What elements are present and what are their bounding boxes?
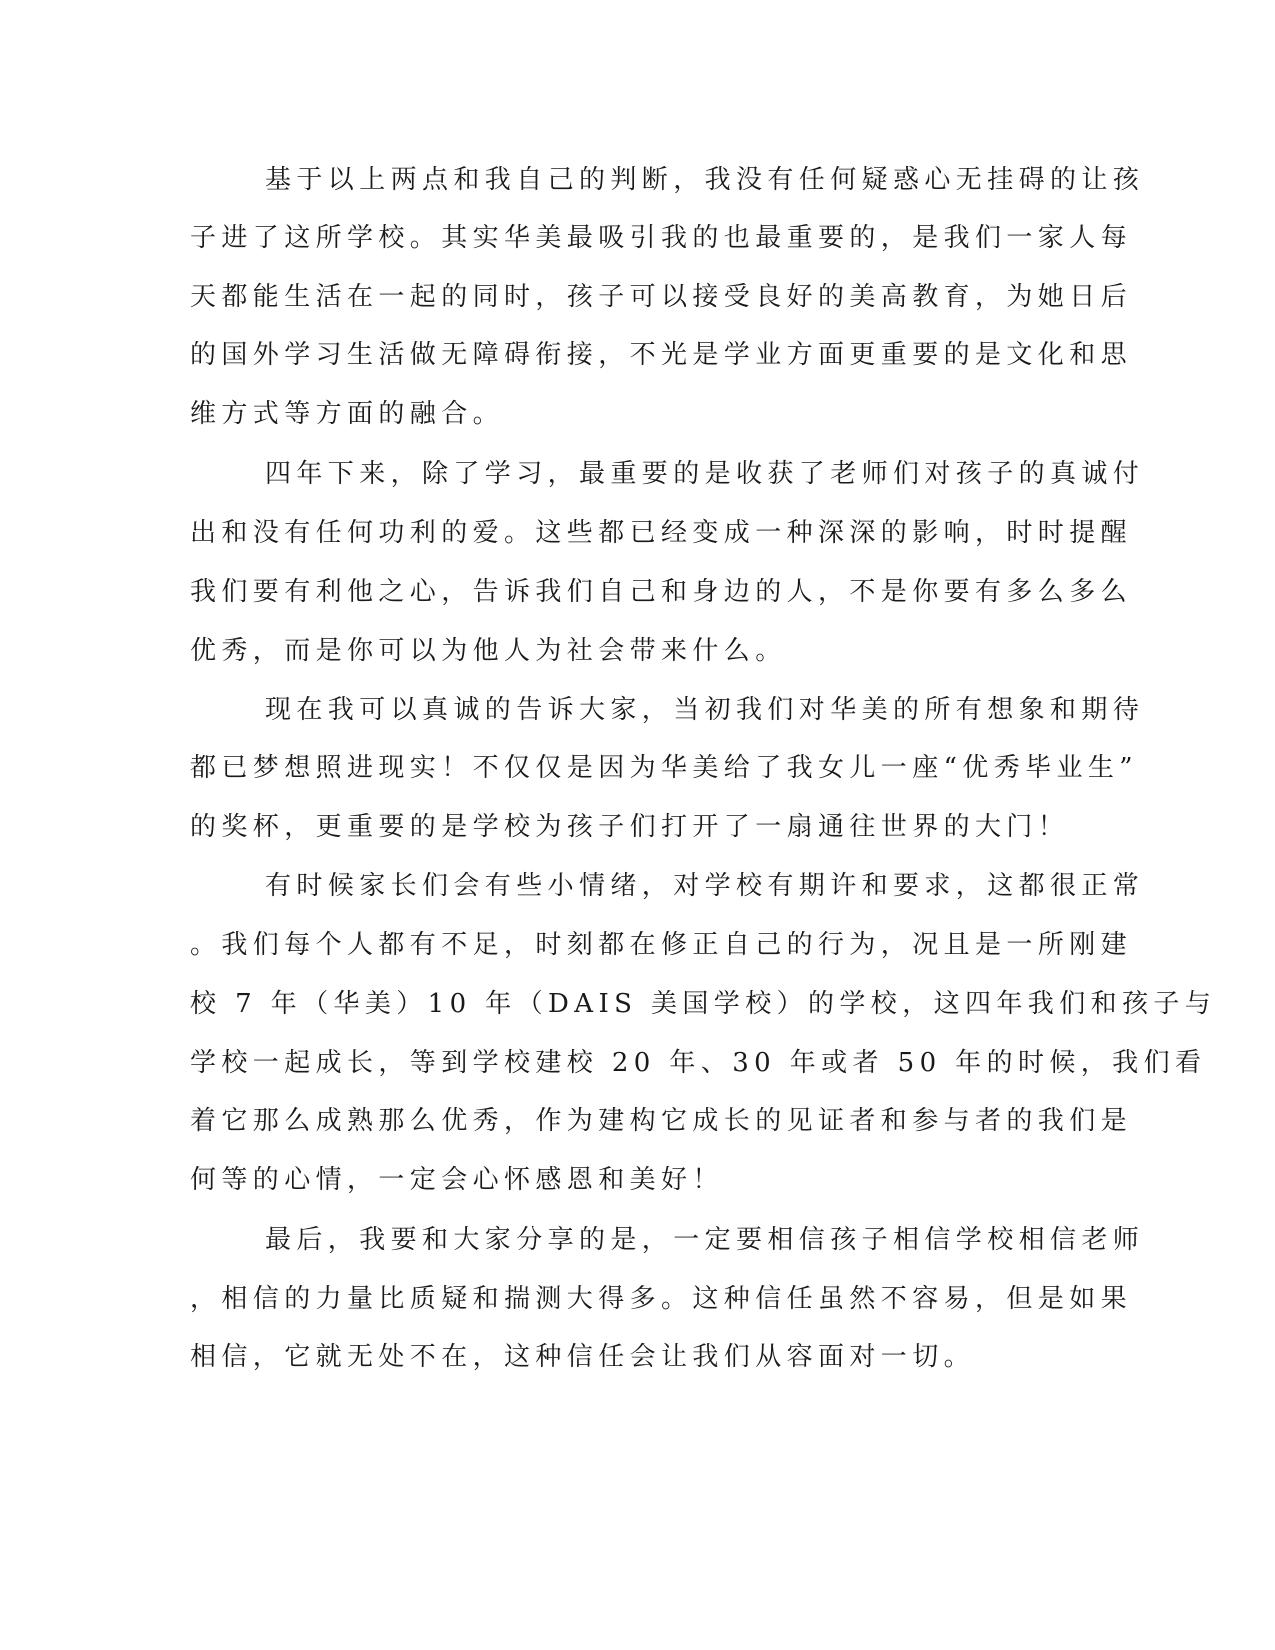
paragraph-1-line-5: 维方式等方面的融合。 [190, 399, 505, 429]
paragraph-2-line-3: 我们要有利他之心，告诉我们自己和身边的人，不是你要有多么多么 [190, 577, 1133, 607]
paragraph-3-line-1: 现在我可以真诚的告诉大家，当初我们对华美的所有想象和期待 [265, 695, 1145, 725]
paragraph-5-line-2: ，相信的力量比质疑和揣测大得多。这种信任虽然不容易，但是如果 [190, 1284, 1133, 1314]
paragraph-1-line-4: 的国外学习生活做无障碍衔接，不光是学业方面更重要的是文化和思 [190, 340, 1133, 370]
paragraph-4-line-2: 。我们每个人都有不足，时刻都在修正自己的行为，况且是一所刚建 [190, 930, 1133, 960]
paragraph-4-line-5: 着它那么成熟那么优秀，作为建构它成长的见证者和参与者的我们是 [190, 1106, 1133, 1136]
paragraph-4-line-4: 学校一起成长，等到学校建校 20 年、30 年或者 50 年的时候，我们看 [190, 1048, 1207, 1078]
paragraph-2-line-1: 四年下来，除了学习，最重要的是收获了老师们对孩子的真诚付 [265, 459, 1145, 489]
paragraph-1-line-3: 天都能生活在一起的同时，孩子可以接受良好的美高教育，为她日后 [190, 282, 1133, 312]
paragraph-1-line-2: 子进了这所学校。其实华美最吸引我的也最重要的，是我们一家人每 [190, 223, 1133, 253]
paragraph-4-line-3: 校 7 年（华美）10 年（DAIS 美国学校）的学校，这四年我们和孩子与 [190, 989, 1217, 1019]
paragraph-2-line-4: 优秀，而是你可以为他人为社会带来什么。 [190, 636, 787, 666]
paragraph-1-line-1: 基于以上两点和我自己的判断，我没有任何疑惑心无挂碍的让孩 [265, 165, 1145, 195]
paragraph-5-line-3: 相信，它就无处不在，这种信任会让我们从容面对一切。 [190, 1342, 976, 1372]
paragraph-3-line-3: 的奖杯，更重要的是学校为孩子们打开了一扇通往世界的大门！ [190, 812, 1070, 842]
paragraph-4-line-6: 何等的心情，一定会心怀感恩和美好！ [190, 1165, 724, 1195]
paragraph-5-line-1: 最后，我要和大家分享的是，一定要相信孩子相信学校相信老师 [265, 1225, 1145, 1255]
paragraph-2-line-2: 出和没有任何功利的爱。这些都已经变成一种深深的影响，时时提醒 [190, 518, 1133, 548]
paragraph-4-line-1: 有时候家长们会有些小情绪，对学校有期许和要求，这都很正常 [265, 871, 1145, 901]
paragraph-3-line-2: 都已梦想照进现实！不仅仅是因为华美给了我女儿一座“优秀毕业生” [190, 753, 1138, 783]
